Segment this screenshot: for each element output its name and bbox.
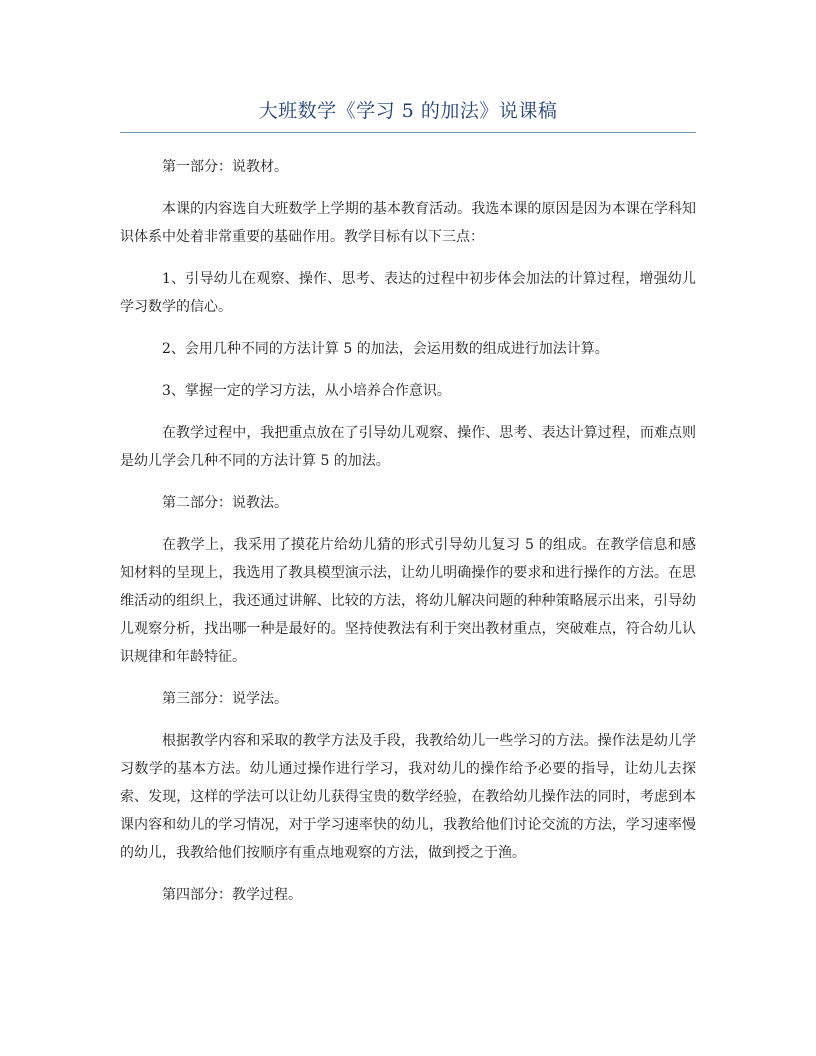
title-underline [120,132,696,133]
document-body [120,153,696,923]
section-heading-4: 第四部分：教学过程。 [162,887,302,903]
section-heading-2: 第二部分：说教法。 [162,495,288,511]
paragraph: 本课的内容选自大班数学上学期的基本教育活动。我选本课的原因是因为本课在学科知识体系中处着非常重要的基础作用。教学目标有以下三点： [120,201,696,245]
paragraph: 在教学上，我采用了摸花片给幼儿猜的形式引导幼儿复习 5 的组成。在教学信息和感知材料的呈现上，我选用了教具模型演示法，让幼儿明确操作的要求和进行操作的方法。在思维活动的组织上，我还通过讲解、比较的方法，将幼儿解决问题的种种策略展示出来，引导幼儿观察分析，找出哪一种是最好的。坚持使教法有利于突出教材重点，突破难点，符合幼儿认识规律和年龄特征。 [120,537,696,665]
paragraph: 根据教学内容和采取的教学方法及手段，我教给幼儿一些学习的方法。操作法是幼儿学习数学的基本方法。幼儿通过操作进行学习，我对幼儿的操作给予必要的指导，让幼儿去探索、发现，这样的学法可以让幼儿获得宝贵的数学经验，在教给幼儿操作法的同时，考虑到本课内容和幼儿的学习情况，对于学习速率快的幼儿，我教给他们讨论交流的方法，学习速率慢的幼儿，我教给他们按顺序有重点地观察的方法，做到授之于渔。 [120,733,696,861]
objective-item-1: 1、引导幼儿在观察、操作、思考、表达的过程中初步体会加法的计算过程，增强幼儿学习数学的信心。 [120,271,696,315]
document-title: 大班数学《学习 5 的加法》说课稿 [258,100,558,122]
objective-item-3: 3、掌握一定的学习方法，从小培养合作意识。 [162,383,451,399]
section-heading-1: 第一部分：说教材。 [162,159,288,175]
paragraph: 在教学过程中，我把重点放在了引导幼儿观察、操作、思考、表达计算过程，而难点则是幼儿学会几种不同的方法计算 5 的加法。 [120,425,696,469]
section-heading-3: 第三部分：说学法。 [162,691,288,707]
objective-item-2: 2、会用几种不同的方法计算 5 的加法，会运用数的组成进行加法计算。 [162,341,609,357]
